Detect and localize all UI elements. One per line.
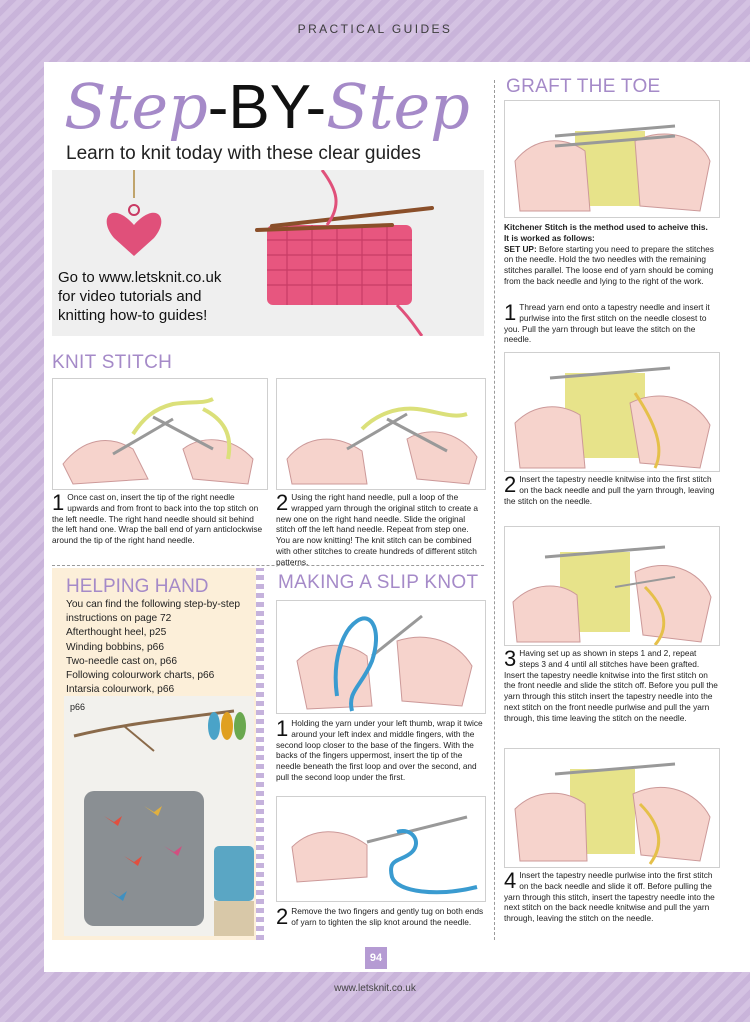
list-item: You can find the following step-by-step	[66, 599, 241, 610]
step-text: Holding the yarn under your left thumb, wrap it twice around your left index and middle fingers, with the second loop closer to the base of the fingers. With the backs of the fingers uppermost, insert the tip of the needle beneath the first loop and over the second, and pull the second loop under the first.	[276, 718, 483, 782]
section-label: PRACTICAL GUIDES	[297, 22, 453, 36]
title-part-3: Step	[326, 70, 470, 143]
cushion-photo	[64, 696, 254, 936]
page-title	[64, 70, 470, 145]
step-text: Having set up as shown in steps 1 and 2, repeat steps 3 and 4 until all stitches have been grafted. Insert the tapestry needle knitwise into the first stitch on the front needle and slide the stitch off. Before you pull the yarn through this stitch insert the tapestry needle into the next stitch on the front needle purlwise and pull the yarn through, this time leaving the stitch on the needle.	[504, 648, 718, 723]
footer-url[interactable]: www.letsknit.co.uk	[334, 983, 416, 994]
title-part-1: Step	[64, 70, 208, 143]
knit-step-1	[52, 492, 266, 546]
helping-hand-stripe	[256, 568, 264, 940]
subtitle: Learn to knit today with these clear guides	[66, 143, 421, 164]
slip-knot-step-1-illustration	[276, 600, 486, 714]
graft-setup-illustration	[504, 100, 720, 218]
title-part-2: -BY-	[207, 73, 327, 142]
kitchener-intro-bold: Kitchener Stitch is the method used to acheive this. It is worked as follows:	[504, 222, 708, 243]
kitchener-intro	[504, 222, 714, 287]
slip-knot-step-2-illustration	[276, 796, 486, 902]
hero-promo-text	[58, 268, 258, 325]
knit-stitch-heading: KNIT STITCH	[52, 352, 173, 373]
setup-label: SET UP:	[504, 243, 537, 254]
step-number: 2	[276, 490, 289, 515]
graft-step-3	[504, 648, 718, 724]
helping-hand-heading: HELPING HAND	[66, 576, 209, 597]
section-divider	[52, 565, 484, 566]
step-text: Using the right hand needle, pull a loop of the wrapped yarn through the original stitch to create a new one on the right hand needle. Slide the original stitch off the left hand needle. Repeat from step one. You are now knitting! The knit stitch can be combined with other stitches to create hundreds of different stitch patterns.	[276, 492, 479, 567]
step-text: Once cast on, insert the tip of the right needle upwards and from front to back into the top stitch on the left needle. The right hand needle should sit behind the left hand one. Wrap the ball end of yarn anticlockwise around the tip of the right hand needle.	[52, 492, 263, 546]
column-divider	[494, 80, 495, 940]
knit-step-2-illustration	[276, 378, 486, 490]
step-number: 1	[276, 716, 289, 741]
graft-toe-heading: GRAFT THE TOE	[506, 76, 661, 97]
list-item: Afterthought heel, p25	[66, 627, 167, 639]
list-item: Following colourwork charts, p66	[66, 670, 215, 682]
step-text: Insert the tapestry needle purlwise into the first stitch on the back needle and slide it off. Before pulling the yarn through this stitch, insert the tapestry needle into the next stitch on the back needle knitwise and pull the yarn through, leaving the stitch on the needle.	[504, 870, 715, 924]
slip-knot-step-1	[276, 718, 486, 783]
step-number: 3	[504, 646, 517, 671]
step-text: Remove the two fingers and gently tug on both ends of yarn to tighten the slip knot around the needle.	[291, 906, 484, 927]
helping-hand-list	[66, 598, 240, 697]
setup-text: Before starting you need to prepare the stitches on the needle. Hold the two needles with the remaining stitches parallel. The loose end of yarn should be coming from the back needle and lying to the right of the work.	[504, 243, 714, 286]
graft-step-1	[504, 302, 718, 345]
list-item: instructions on page 72	[66, 613, 172, 625]
step-text: Thread yarn end onto a tapestry needle and insert it purlwise into the first stitch on the needle closest to you. Pull the yarn through but leave the stitch on the needle.	[504, 302, 710, 345]
step-number: 2	[504, 472, 517, 497]
knit-step-1-illustration	[52, 378, 268, 490]
promo-line: knitting how-to guides!	[58, 307, 208, 324]
knit-step-2	[276, 492, 484, 568]
list-item: Intarsia colourwork, p66	[66, 684, 175, 696]
graft-step-2	[504, 474, 718, 506]
step-number: 1	[52, 490, 65, 515]
graft-step-4	[504, 870, 718, 924]
slip-knot-heading: MAKING A SLIP KNOT	[278, 572, 479, 593]
photo-page-label: p66	[70, 702, 86, 712]
promo-line: for video tutorials and	[58, 288, 202, 305]
step-text: Insert the tapestry needle knitwise into the first stitch on the back needle and pull the yarn through, leaving the stitch on the needle.	[504, 474, 715, 506]
step-number: 4	[504, 868, 517, 893]
promo-line: Go to www.letsknit.co.uk	[58, 269, 222, 286]
step-number: 1	[504, 300, 517, 325]
graft-step-3-illustration	[504, 526, 720, 646]
step-number: 2	[276, 904, 289, 929]
list-item: Two-needle cast on, p66	[66, 655, 178, 667]
graft-step-4-illustration	[504, 748, 720, 868]
slip-knot-step-2	[276, 906, 484, 928]
graft-step-2-illustration	[504, 352, 720, 472]
list-item: Winding bobbins, p66	[66, 641, 164, 653]
page-number: 94	[365, 947, 387, 969]
